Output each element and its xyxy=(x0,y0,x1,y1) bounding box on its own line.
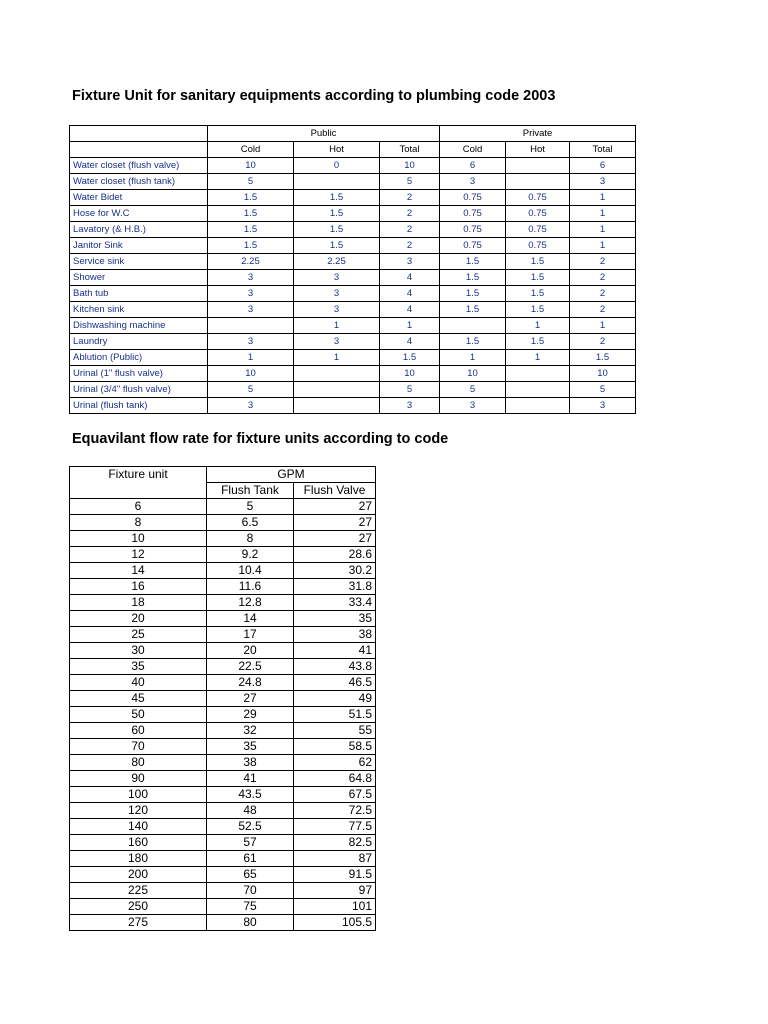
flush-tank-cell: 52.5 xyxy=(207,819,294,835)
flush-valve-cell: 51.5 xyxy=(294,707,376,723)
table-row xyxy=(70,515,376,531)
fixture-value: 2 xyxy=(570,286,636,302)
fixture-value: 1 xyxy=(570,318,636,334)
table-row xyxy=(70,174,636,190)
table-row xyxy=(70,739,376,755)
fixture-value: 5 xyxy=(570,382,636,398)
fixture-unit-table xyxy=(69,125,636,414)
fixture-name: Service sink xyxy=(70,254,208,270)
flush-tank-cell: 61 xyxy=(207,851,294,867)
flush-tank-cell: 9.2 xyxy=(207,547,294,563)
fixture-value: 3 xyxy=(570,174,636,190)
fixture-value: 2 xyxy=(570,270,636,286)
table-row xyxy=(70,531,376,547)
table-row xyxy=(70,302,636,318)
fixture-name: Laundry xyxy=(70,334,208,350)
fixture-value: 2 xyxy=(380,238,440,254)
fixture-value: 3 xyxy=(294,334,380,350)
flush-valve-cell: 64.8 xyxy=(294,771,376,787)
fixture-value xyxy=(440,318,506,334)
fixture-value: 0.75 xyxy=(440,238,506,254)
table-row xyxy=(70,755,376,771)
fixture-value: 4 xyxy=(380,302,440,318)
fixture-unit-cell: 160 xyxy=(70,835,207,851)
fixture-value: 0.75 xyxy=(506,190,570,206)
table-subheader-row xyxy=(70,142,636,158)
table-row xyxy=(70,579,376,595)
flush-tank-cell: 43.5 xyxy=(207,787,294,803)
flush-tank-cell: 75 xyxy=(207,899,294,915)
table-row xyxy=(70,222,636,238)
flush-tank-cell: 41 xyxy=(207,771,294,787)
fixture-value: 2 xyxy=(570,334,636,350)
table-row xyxy=(70,206,636,222)
fixture-value: 3 xyxy=(208,270,294,286)
fixture-name: Lavatory (& H.B.) xyxy=(70,222,208,238)
fixture-value: 2 xyxy=(570,254,636,270)
flush-tank-cell: 48 xyxy=(207,803,294,819)
flush-valve-cell: 46.5 xyxy=(294,675,376,691)
fixture-value: 2.25 xyxy=(208,254,294,270)
flush-valve-cell: 28.6 xyxy=(294,547,376,563)
fixture-value: 1 xyxy=(570,190,636,206)
table-row xyxy=(70,787,376,803)
table-row xyxy=(70,723,376,739)
fixture-value: 6 xyxy=(570,158,636,174)
flush-tank-cell: 10.4 xyxy=(207,563,294,579)
fixture-value: 0.75 xyxy=(506,222,570,238)
fixture-unit-title: Fixture Unit for sanitary equipments according to plumbing code 2003 xyxy=(72,88,556,104)
table-row xyxy=(70,254,636,270)
fixture-value: 2 xyxy=(380,190,440,206)
fixture-value: 1.5 xyxy=(506,334,570,350)
fixture-unit-cell: 40 xyxy=(70,675,207,691)
fixture-value xyxy=(294,366,380,382)
table-row xyxy=(70,270,636,286)
fixture-value: 5 xyxy=(380,382,440,398)
header-public-cold: Cold xyxy=(208,142,294,158)
fixture-unit-cell: 100 xyxy=(70,787,207,803)
flush-valve-cell: 72.5 xyxy=(294,803,376,819)
fixture-value xyxy=(294,398,380,414)
header-blank xyxy=(70,126,208,142)
flush-tank-cell: 32 xyxy=(207,723,294,739)
fixture-value: 1.5 xyxy=(506,302,570,318)
fixture-value: 10 xyxy=(380,158,440,174)
fixture-value: 1 xyxy=(506,350,570,366)
fixture-value: 1.5 xyxy=(440,270,506,286)
flush-valve-cell: 87 xyxy=(294,851,376,867)
header-public-hot: Hot xyxy=(294,142,380,158)
flush-tank-cell: 80 xyxy=(207,915,294,931)
fixture-unit-cell: 18 xyxy=(70,595,207,611)
flush-tank-cell: 35 xyxy=(207,739,294,755)
flush-valve-cell: 35 xyxy=(294,611,376,627)
flush-valve-cell: 55 xyxy=(294,723,376,739)
table-row xyxy=(70,238,636,254)
flush-tank-cell: 38 xyxy=(207,755,294,771)
flow-rate-title: Equavilant flow rate for fixture units according to code xyxy=(72,431,449,447)
fixture-name: Hose for W.C xyxy=(70,206,208,222)
table-row xyxy=(70,643,376,659)
fixture-unit-cell: 70 xyxy=(70,739,207,755)
fixture-value xyxy=(506,158,570,174)
flush-tank-cell: 65 xyxy=(207,867,294,883)
table-row xyxy=(70,659,376,675)
header-flush-valve: Flush Valve xyxy=(294,483,376,499)
table-row xyxy=(70,382,636,398)
fixture-value: 10 xyxy=(380,366,440,382)
table-row xyxy=(70,771,376,787)
fixture-value: 0.75 xyxy=(506,206,570,222)
fixture-value: 1.5 xyxy=(294,206,380,222)
table-row xyxy=(70,499,376,515)
fixture-value: 1.5 xyxy=(440,334,506,350)
fixture-value: 1 xyxy=(440,350,506,366)
table-row xyxy=(70,286,636,302)
flush-tank-cell: 57 xyxy=(207,835,294,851)
fixture-name: Water closet (flush valve) xyxy=(70,158,208,174)
flush-valve-cell: 49 xyxy=(294,691,376,707)
fixture-value: 5 xyxy=(440,382,506,398)
fixture-value: 1.5 xyxy=(294,222,380,238)
header-private-cold: Cold xyxy=(440,142,506,158)
fixture-value: 3 xyxy=(380,398,440,414)
fixture-unit-cell: 60 xyxy=(70,723,207,739)
fixture-value: 1.5 xyxy=(208,222,294,238)
fixture-value: 1 xyxy=(570,222,636,238)
fixture-name: Dishwashing machine xyxy=(70,318,208,334)
flush-valve-cell: 91.5 xyxy=(294,867,376,883)
fixture-unit-cell: 25 xyxy=(70,627,207,643)
fixture-value: 4 xyxy=(380,270,440,286)
flush-valve-cell: 105.5 xyxy=(294,915,376,931)
fixture-value: 3 xyxy=(208,398,294,414)
flush-tank-cell: 20 xyxy=(207,643,294,659)
flush-valve-cell: 27 xyxy=(294,531,376,547)
fixture-name: Janitor Sink xyxy=(70,238,208,254)
table-row xyxy=(70,707,376,723)
table-header-row xyxy=(70,467,376,483)
fixture-name: Ablution (Public) xyxy=(70,350,208,366)
fixture-value: 4 xyxy=(380,334,440,350)
flush-valve-cell: 97 xyxy=(294,883,376,899)
flush-valve-cell: 27 xyxy=(294,499,376,515)
table-row xyxy=(70,819,376,835)
flush-tank-cell: 70 xyxy=(207,883,294,899)
table-row xyxy=(70,595,376,611)
fixture-value: 10 xyxy=(440,366,506,382)
fixture-unit-cell: 200 xyxy=(70,867,207,883)
header-private: Private xyxy=(440,126,636,142)
flush-valve-cell: 30.2 xyxy=(294,563,376,579)
flush-valve-cell: 67.5 xyxy=(294,787,376,803)
flush-valve-cell: 43.8 xyxy=(294,659,376,675)
fixture-name: Shower xyxy=(70,270,208,286)
header-fixture-unit: Fixture unit xyxy=(70,467,207,499)
flush-valve-cell: 58.5 xyxy=(294,739,376,755)
table-row xyxy=(70,190,636,206)
fixture-value: 1.5 xyxy=(380,350,440,366)
fixture-unit-cell: 8 xyxy=(70,515,207,531)
header-private-total: Total xyxy=(570,142,636,158)
fixture-unit-cell: 20 xyxy=(70,611,207,627)
fixture-value: 2 xyxy=(380,206,440,222)
fixture-value: 5 xyxy=(380,174,440,190)
fixture-value: 1 xyxy=(570,238,636,254)
fixture-name: Water Bidet xyxy=(70,190,208,206)
table-row xyxy=(70,366,636,382)
fixture-unit-cell: 50 xyxy=(70,707,207,723)
fixture-value: 0.75 xyxy=(440,206,506,222)
flush-valve-cell: 41 xyxy=(294,643,376,659)
table-row xyxy=(70,398,636,414)
flush-valve-cell: 82.5 xyxy=(294,835,376,851)
flow-rate-table xyxy=(69,466,376,931)
header-blank xyxy=(70,142,208,158)
fixture-value: 2.25 xyxy=(294,254,380,270)
fixture-value xyxy=(506,174,570,190)
fixture-value: 1.5 xyxy=(570,350,636,366)
fixture-name: Urinal (flush tank) xyxy=(70,398,208,414)
flush-valve-cell: 27 xyxy=(294,515,376,531)
flush-tank-cell: 6.5 xyxy=(207,515,294,531)
fixture-value xyxy=(208,318,294,334)
fixture-unit-cell: 45 xyxy=(70,691,207,707)
flush-tank-cell: 22.5 xyxy=(207,659,294,675)
fixture-value: 1.5 xyxy=(440,254,506,270)
table-row xyxy=(70,899,376,915)
table-row xyxy=(70,350,636,366)
fixture-unit-cell: 14 xyxy=(70,563,207,579)
fixture-value: 0.75 xyxy=(506,238,570,254)
fixture-value xyxy=(506,398,570,414)
header-flush-tank: Flush Tank xyxy=(207,483,294,499)
fixture-value: 3 xyxy=(208,302,294,318)
header-gpm: GPM xyxy=(207,467,376,483)
fixture-value: 1.5 xyxy=(506,286,570,302)
table-row xyxy=(70,915,376,931)
fixture-value: 3 xyxy=(294,286,380,302)
flush-tank-cell: 27 xyxy=(207,691,294,707)
fixture-value: 1 xyxy=(506,318,570,334)
header-public: Public xyxy=(208,126,440,142)
fixture-value: 5 xyxy=(208,174,294,190)
fixture-value: 1.5 xyxy=(506,254,570,270)
fixture-unit-cell: 120 xyxy=(70,803,207,819)
fixture-value: 3 xyxy=(380,254,440,270)
fixture-value: 1 xyxy=(570,206,636,222)
fixture-value xyxy=(506,366,570,382)
fixture-unit-cell: 275 xyxy=(70,915,207,931)
fixture-value: 1.5 xyxy=(440,286,506,302)
fixture-value: 2 xyxy=(380,222,440,238)
flush-valve-cell: 38 xyxy=(294,627,376,643)
table-row xyxy=(70,691,376,707)
fixture-value: 1.5 xyxy=(208,238,294,254)
fixture-value: 3 xyxy=(208,286,294,302)
fixture-value xyxy=(294,382,380,398)
table-row xyxy=(70,835,376,851)
fixture-name: Urinal (1" flush valve) xyxy=(70,366,208,382)
fixture-value: 6 xyxy=(440,158,506,174)
fixture-value: 3 xyxy=(294,302,380,318)
fixture-unit-cell: 140 xyxy=(70,819,207,835)
fixture-unit-cell: 12 xyxy=(70,547,207,563)
table-row xyxy=(70,803,376,819)
table-header-row xyxy=(70,126,636,142)
fixture-value: 10 xyxy=(208,366,294,382)
flush-tank-cell: 8 xyxy=(207,531,294,547)
fixture-unit-cell: 10 xyxy=(70,531,207,547)
flush-tank-cell: 5 xyxy=(207,499,294,515)
fixture-value: 0 xyxy=(294,158,380,174)
table-row xyxy=(70,334,636,350)
fixture-value: 1 xyxy=(208,350,294,366)
flush-valve-cell: 62 xyxy=(294,755,376,771)
table-row xyxy=(70,627,376,643)
fixture-name: Water closet (flush tank) xyxy=(70,174,208,190)
flush-tank-cell: 11.6 xyxy=(207,579,294,595)
fixture-name: Kitchen sink xyxy=(70,302,208,318)
table-row xyxy=(70,675,376,691)
fixture-unit-cell: 35 xyxy=(70,659,207,675)
fixture-value: 0.75 xyxy=(440,222,506,238)
flush-valve-cell: 101 xyxy=(294,899,376,915)
table-row xyxy=(70,883,376,899)
fixture-value: 4 xyxy=(380,286,440,302)
fixture-value: 3 xyxy=(208,334,294,350)
table-row xyxy=(70,867,376,883)
fixture-value: 1.5 xyxy=(506,270,570,286)
flush-tank-cell: 12.8 xyxy=(207,595,294,611)
fixture-unit-cell: 80 xyxy=(70,755,207,771)
table-row xyxy=(70,611,376,627)
table-row xyxy=(70,318,636,334)
fixture-value: 1.5 xyxy=(440,302,506,318)
fixture-unit-cell: 90 xyxy=(70,771,207,787)
fixture-value: 1 xyxy=(380,318,440,334)
fixture-value: 10 xyxy=(208,158,294,174)
fixture-value: 5 xyxy=(208,382,294,398)
flush-tank-cell: 29 xyxy=(207,707,294,723)
fixture-unit-cell: 16 xyxy=(70,579,207,595)
fixture-value: 1.5 xyxy=(208,190,294,206)
flush-tank-cell: 24.8 xyxy=(207,675,294,691)
fixture-value: 1.5 xyxy=(294,238,380,254)
table-row xyxy=(70,851,376,867)
table-row xyxy=(70,563,376,579)
fixture-value: 3 xyxy=(440,398,506,414)
fixture-value xyxy=(294,174,380,190)
fixture-value: 3 xyxy=(294,270,380,286)
flush-valve-cell: 33.4 xyxy=(294,595,376,611)
table-row xyxy=(70,158,636,174)
fixture-value: 1 xyxy=(294,350,380,366)
fixture-unit-cell: 30 xyxy=(70,643,207,659)
fixture-value: 0.75 xyxy=(440,190,506,206)
fixture-value xyxy=(506,382,570,398)
flush-valve-cell: 77.5 xyxy=(294,819,376,835)
fixture-value: 10 xyxy=(570,366,636,382)
fixture-value: 1.5 xyxy=(208,206,294,222)
header-public-total: Total xyxy=(380,142,440,158)
fixture-value: 1.5 xyxy=(294,190,380,206)
flush-valve-cell: 31.8 xyxy=(294,579,376,595)
table-row xyxy=(70,547,376,563)
flush-tank-cell: 14 xyxy=(207,611,294,627)
fixture-unit-cell: 180 xyxy=(70,851,207,867)
fixture-name: Urinal (3/4" flush valve) xyxy=(70,382,208,398)
header-private-hot: Hot xyxy=(506,142,570,158)
fixture-value: 3 xyxy=(440,174,506,190)
fixture-unit-cell: 6 xyxy=(70,499,207,515)
fixture-value: 2 xyxy=(570,302,636,318)
flush-tank-cell: 17 xyxy=(207,627,294,643)
fixture-value: 1 xyxy=(294,318,380,334)
fixture-value: 3 xyxy=(570,398,636,414)
fixture-unit-cell: 225 xyxy=(70,883,207,899)
fixture-name: Bath tub xyxy=(70,286,208,302)
fixture-unit-cell: 250 xyxy=(70,899,207,915)
